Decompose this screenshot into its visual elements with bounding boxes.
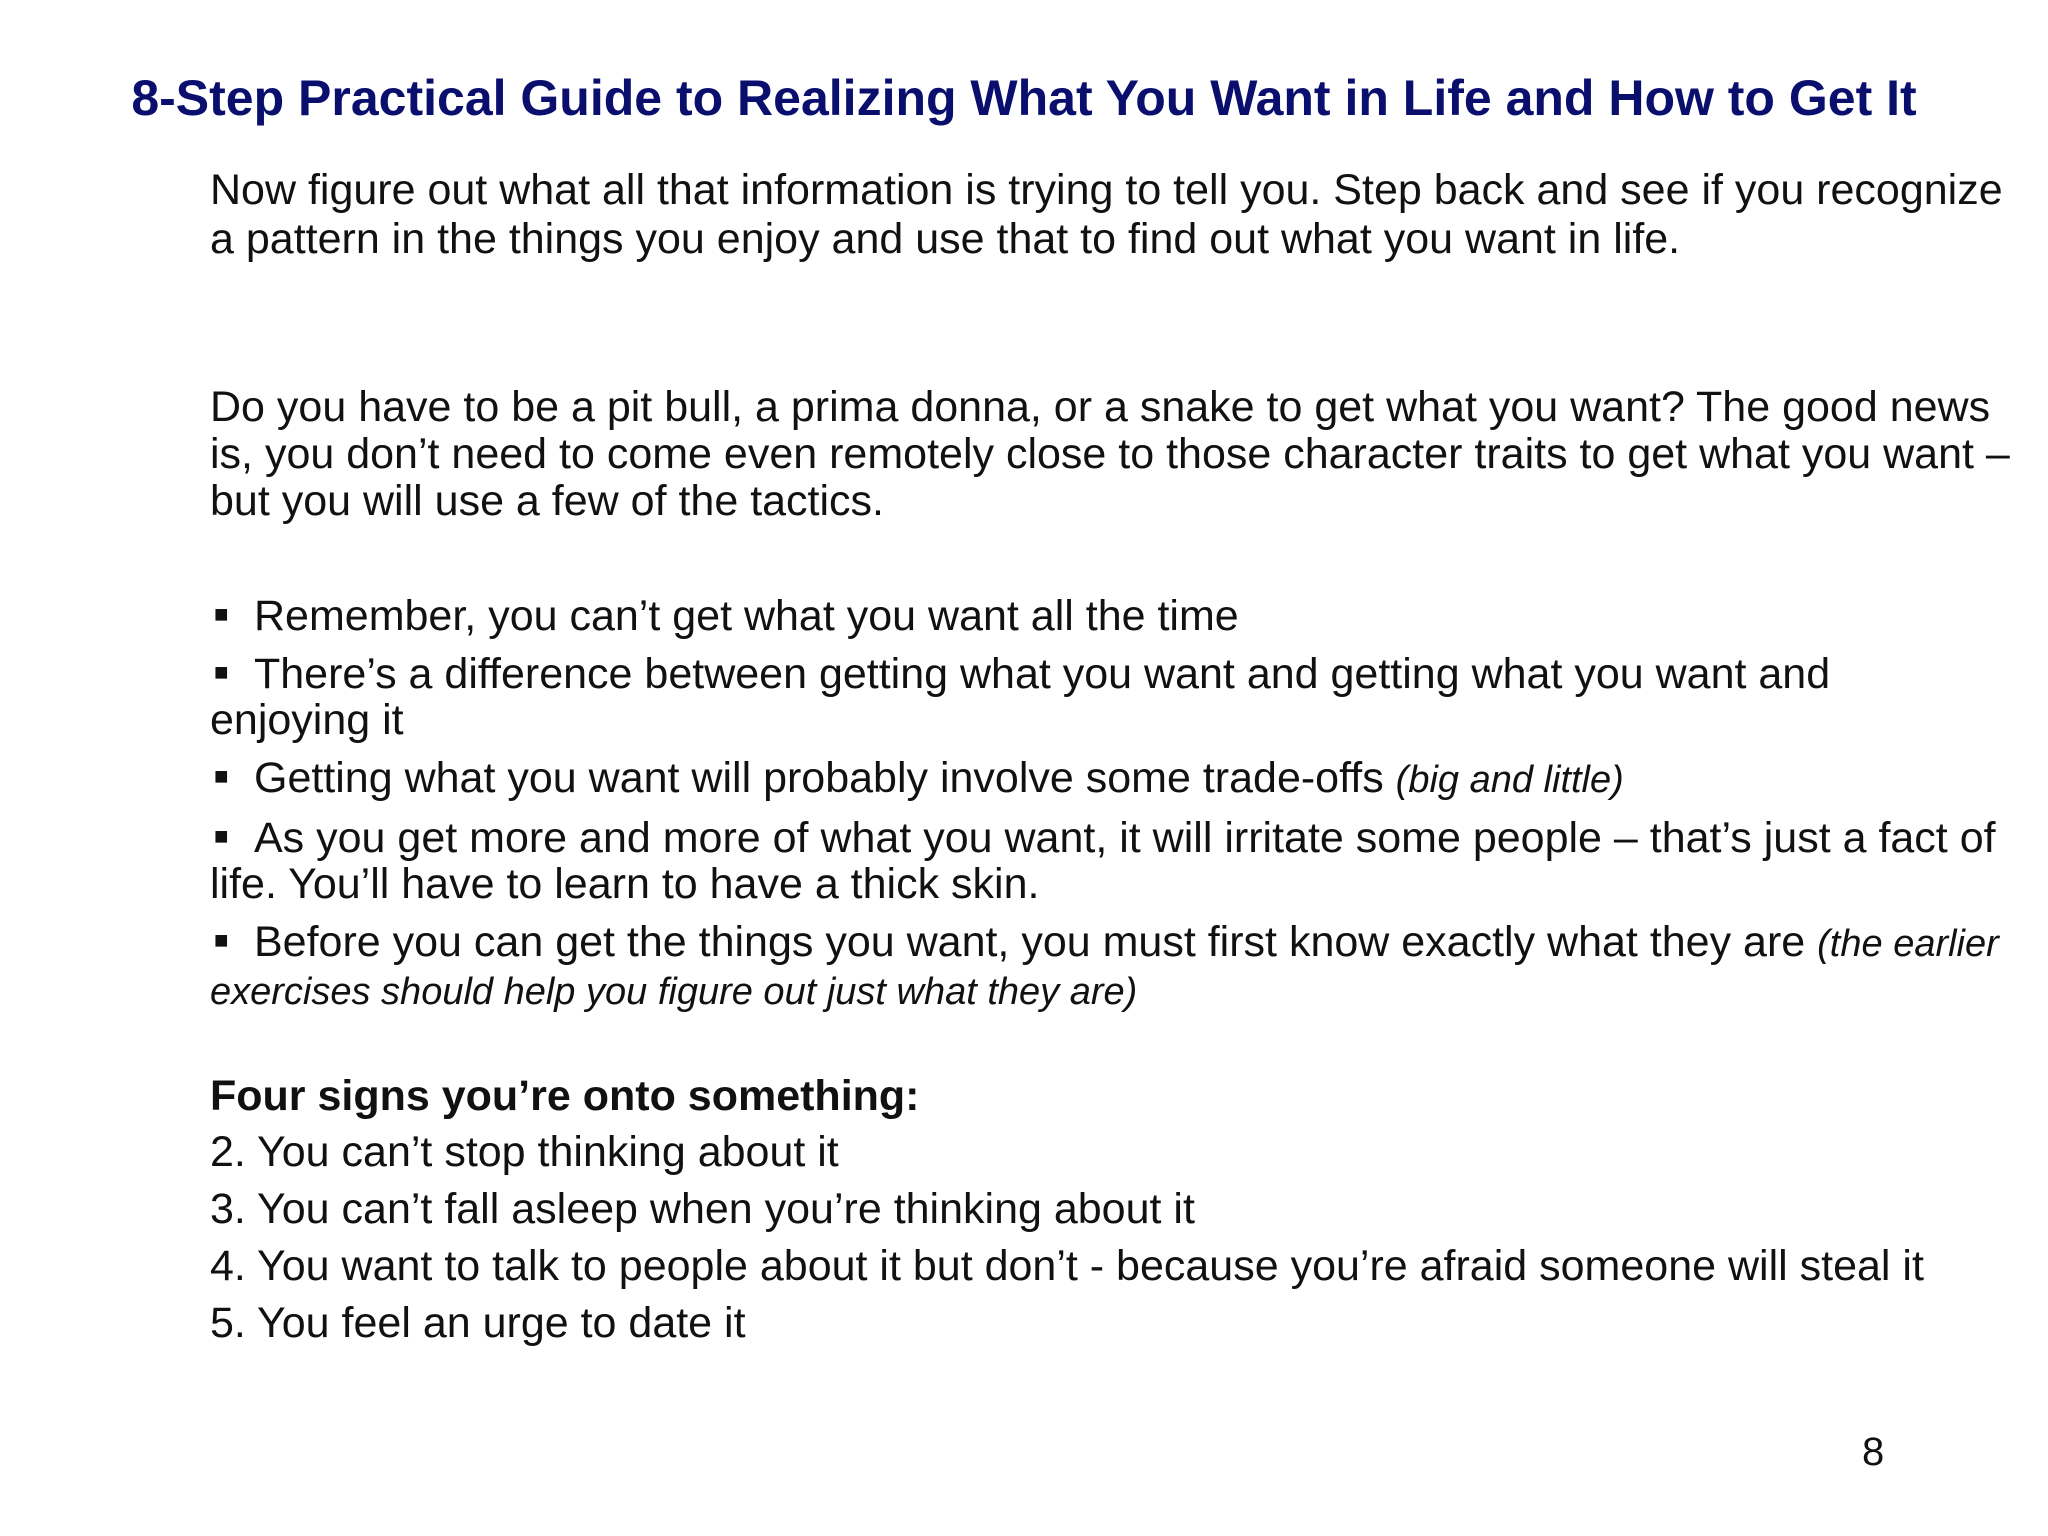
list-item-text: Before you can get the things you want, you must first know exactly what they are <box>254 918 1806 966</box>
sign-item: 4. You want to talk to people about it but don’t - because you’re afraid someone will steal it <box>210 1242 1924 1290</box>
list-item <box>210 592 2000 639</box>
list-item <box>210 814 2000 907</box>
list-item-text: Getting what you want will probably involve some trade-offs <box>254 754 1384 802</box>
square-bullet-icon: ■ <box>214 763 229 790</box>
square-bullet-icon: ■ <box>214 601 229 628</box>
sign-item: 2. You can’t stop thinking about it <box>210 1128 839 1176</box>
square-bullet-icon: ■ <box>214 659 229 686</box>
list-item <box>210 918 2000 1015</box>
tips-list <box>210 592 2000 1026</box>
list-item <box>210 650 2000 743</box>
square-bullet-icon: ■ <box>214 823 229 850</box>
sign-item: 3. You can’t fall asleep when you’re thinking about it <box>210 1185 1195 1233</box>
list-item-text: As you get more and more of what you want, it will irritate some people – that’s just a fact of life. You’ll have to learn to have a thick skin. <box>210 814 1996 908</box>
list-item-aside: (big and little) <box>1395 759 1624 801</box>
intro-paragraph: Now figure out what all that information is trying to tell you. Step back and see if you recognize a pattern in the things you enjoy and use that to find out what you want in life. <box>210 166 2003 263</box>
signs-heading: Four signs you’re onto something: <box>210 1072 920 1120</box>
square-bullet-icon: ■ <box>214 927 229 954</box>
list-item-text: Remember, you can’t get what you want all the time <box>254 592 1239 640</box>
sign-item: 5. You feel an urge to date it <box>210 1299 746 1347</box>
page-number: 8 <box>1862 1430 1885 1474</box>
page-title: 8-Step Practical Guide to Realizing What You Want in Life and How to Get It <box>131 70 1917 126</box>
list-item <box>210 754 2000 803</box>
list-item-aside: (the earlier exercises should help you figure out just what they are) <box>210 923 1999 1013</box>
signs-list <box>210 1124 2010 1352</box>
tactics-paragraph: Do you have to be a pit bull, a prima donna, or a snake to get what you want? The good news is, you don’t need to come even remotely close to those character traits to get what you want – but you will use a few of the tactics. <box>210 383 2010 525</box>
list-item-text: There’s a difference between getting what you want and getting what you want and enjoying it <box>210 650 1831 744</box>
